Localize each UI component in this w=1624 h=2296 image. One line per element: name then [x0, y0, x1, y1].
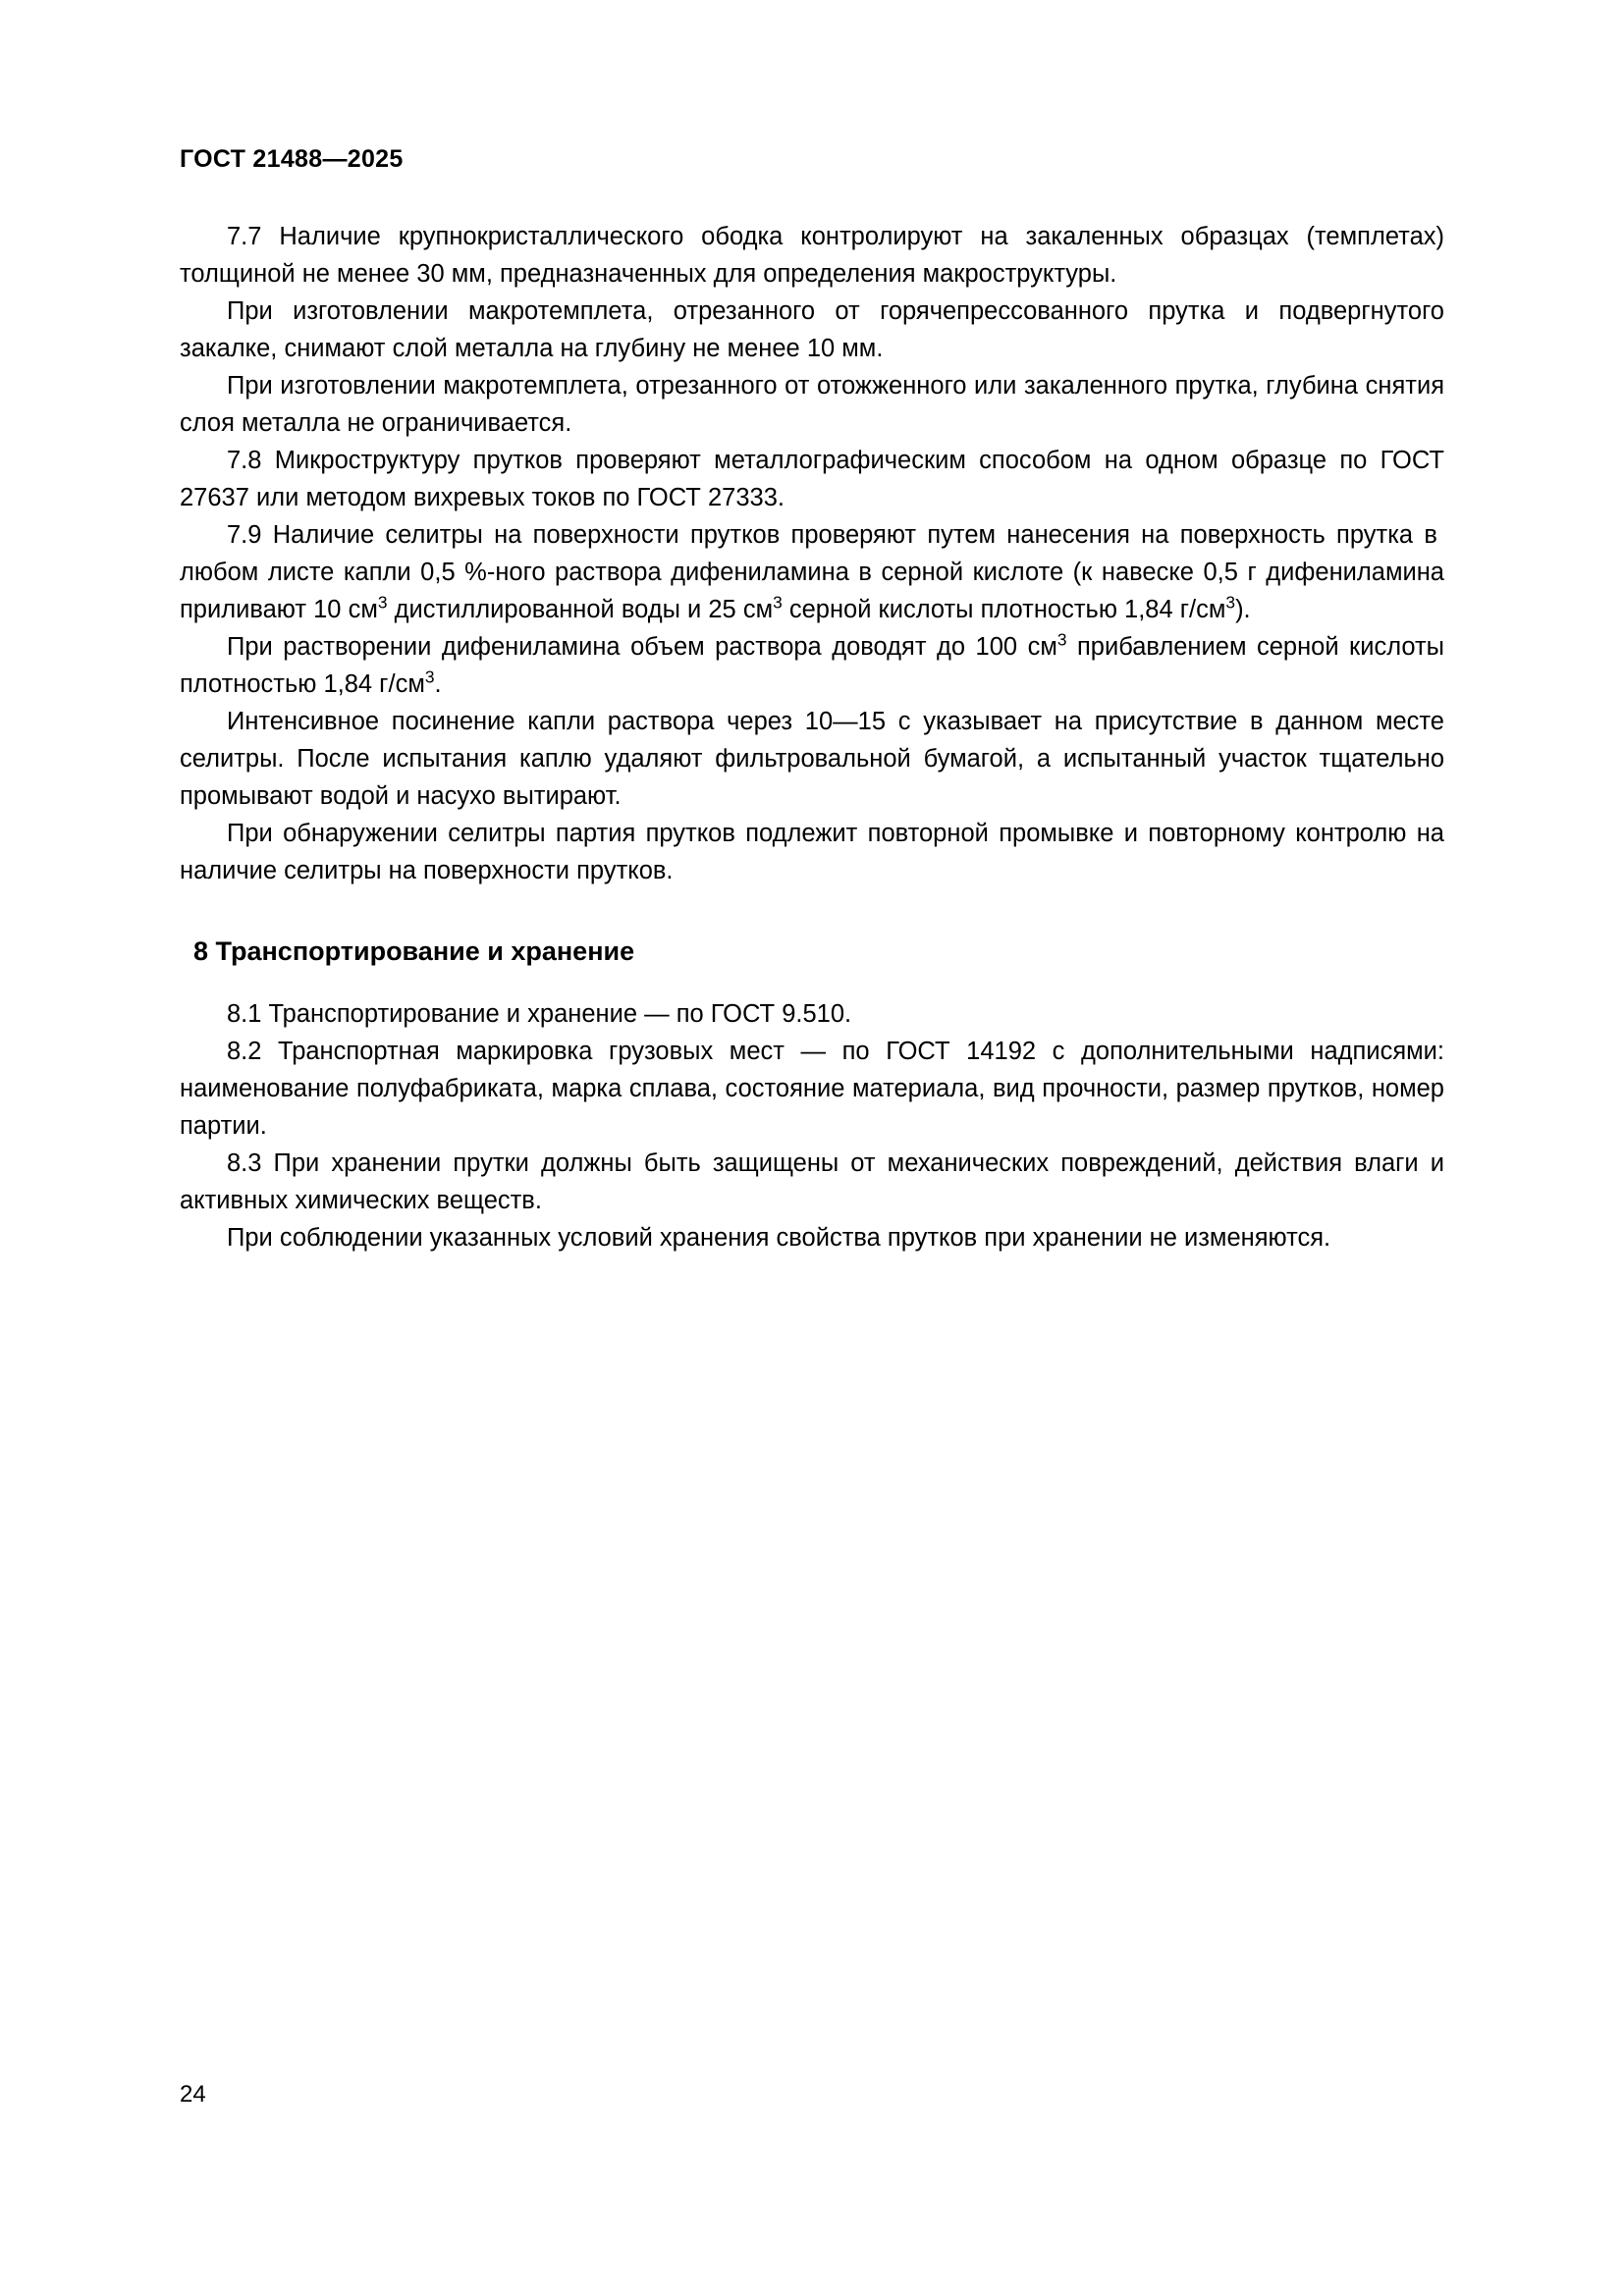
paragraph-7-7: 7.7 Наличие крупнокристаллического ободка контролируют на закаленных образцах (темплетах) толщиной не менее 30 мм, предназначенных для определения макроструктуры. [180, 223, 1444, 288]
paragraph-8-3-b: При соблюдении указанных условий хранения свойства прутков при хранении не изменяются. [227, 1224, 1331, 1252]
paragraph-7-9-c: Интенсивное посинение капли раствора через 10—15 с указывает на присутствие в данном месте селитры. После испытания каплю удаляют фильтровальной бумагой, а испытанный участок тщательно промывают водой и насухо вытирают. [180, 708, 1444, 810]
paragraph-7-7-c: При изготовлении макротемплета, отрезанного от отожженного или закаленного прутка, глубина снятия слоя металла не ограничивается. [180, 372, 1444, 437]
paragraph-7-9-d: При обнаружении селитры партия прутков подлежит повторной промывке и повторному контролю на наличие селитры на поверхности прутков. [180, 820, 1444, 884]
paragraph-8-2: 8.2 Транспортная маркировка грузовых мест — по ГОСТ 14192 с дополнительными надписями: наименование полуфабриката, марка сплава, состояние материала, вид прочности, размер прутков, номер партии. [180, 1038, 1444, 1140]
page-header-standard-number: ГОСТ 21488—2025 [180, 145, 404, 173]
paragraph-7-8: 7.8 Микроструктуру прутков проверяют металлографическим способом на одном образце по ГОСТ 27637 или методом вихревых токов по ГОСТ 27333. [180, 447, 1444, 511]
paragraph-8-1: 8.1 Транспортирование и хранение — по ГОСТ 9.510. [227, 1000, 852, 1028]
document-body [180, 218, 1444, 1256]
paragraph-7-9-b: При растворении дифениламина объем раствора доводят до 100 $см^3$ прибавлением серной кислоты плотностью 1,84 $г/см^3$. [180, 629, 1444, 698]
section-heading-8: 8 Транспортирование и хранение [193, 936, 635, 966]
paragraph-8-3: 8.3 При хранении прутки должны быть защищены от механических повреждений, действия влаги и активных химических веществ. [180, 1149, 1444, 1214]
page-number: 24 [180, 2081, 206, 2108]
paragraph-7-7-b: При изготовлении макротемплета, отрезанного от горячепрессованного прутка и подвергнутого закалке, снимают слой металла на глубину не менее 10 мм. [180, 297, 1444, 362]
paragraph-7-9: 7.9 Наличие селитры на поверхности прутков проверяют путем нанесения на поверхность прутка в любом листе капли 0,5 %-ного раствора дифениламина в серной кислоте (к навеске 0,5 г дифениламина приливают 10 $см^3$ дистиллированной воды и 25 $см^3$ серной кислоты плотностью 1,84 $г/см^3$). [180, 521, 1444, 623]
